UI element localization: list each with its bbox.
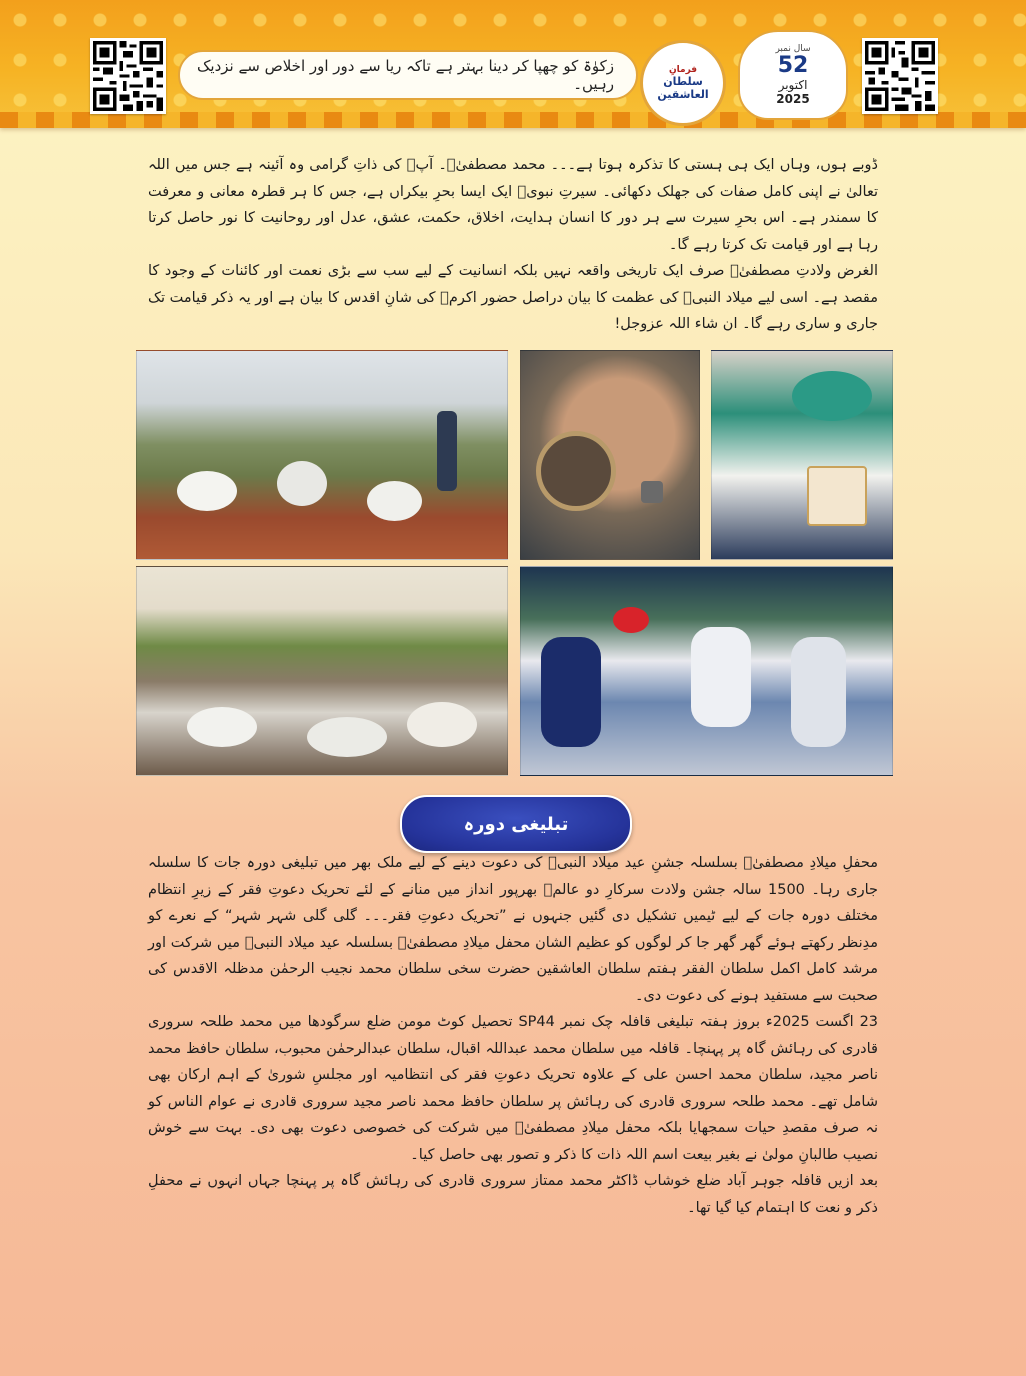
brand-top-text: فرمانِ bbox=[668, 65, 698, 75]
qr-code-left[interactable] bbox=[90, 38, 166, 114]
photo-book-stall bbox=[520, 566, 893, 776]
issue-number: 52 bbox=[777, 53, 809, 78]
report-paragraph-1: محفلِ میلادِ مصطفیٰؐ بسلسلہ جشنِ عید میلاد النبیؐ کی دعوت دینے کے لیے ملک بھر میں تبلیغی دورہ جات کا سلسلہ جاری رہا۔ 1500 سالہ جشن ولادت سرکارِ دو عالمؐ بھرپور انداز میں منانے کے لئے تحریک دعوتِ فقر کے زیرِ انتظام مختلف دورہ جات کے لیے ٹیمیں تشکیل دی گئیں جنہوں نے ”تحریک دعوتِ فقر۔۔۔ گلی گلی شہر شہر“ کے نعرے کو مدِنظر رکھتے ہوئے گھر گھر جا کر لوگوں کو عظیم الشان محفل میلادِ مصطفیٰؐ بسلسلہ عید میلاد النبیؐ میں شرکت اور مرشد کامل اکمل سلطان الفقر ہفتم سلطان العاشقین حضرت سخی سلطان محمد نجیب الرحمٰن مدظلہ الاقدس کی صحبت سے مستفید ہونے کی دعوت دی۔ bbox=[148, 855, 878, 1004]
intro-paragraph-1: ڈوبے ہوں، وہاں ایک ہی ہستی کا تذکرہ ہوتا ہے۔۔۔ محمد مصطفیٰؐ۔ آپؐ کی ذاتِ گرامی وہ آئینہ ہے جس میں اللہ تعالیٰ نے اپنی کامل صفات کی جھلک دکھائی۔ سیرتِ نبویؐ ایک ایسا بحرِ بیکراں ہے، جس کا ہر قطرہ معانی و معرفت کا سمندر ہے۔ اس بحرِ سیرت سے ہر دور کا انسان ہدایت، اخلاق، حکمت، عشق، عدل اور روحانیت کا نور حاصل کرتا رہا ہے اور قیامت تک کرتا رہے گا۔ bbox=[148, 157, 878, 253]
issue-month: اکتوبر bbox=[778, 78, 808, 92]
photo-crowd-gathering bbox=[136, 566, 508, 776]
report-paragraph-3: بعد ازیں قافلہ جوہر آباد ضلع خوشاب ڈاکٹر محمد ممتاز سروری قادری کی رہائش گاہ پر پہنچا جہاں انہوں نے محفلِ ذکر و نعت کا اہتمام کیا گیا تھا۔ bbox=[148, 1173, 878, 1216]
issue-year: 2025 bbox=[776, 92, 810, 106]
issue-label: سال نمبر bbox=[775, 44, 811, 54]
header-ornament-strip bbox=[0, 112, 1026, 128]
section-title: تبلیغی دورہ bbox=[463, 813, 569, 835]
header-band bbox=[0, 0, 1026, 128]
qr-code-right[interactable] bbox=[862, 38, 938, 114]
issue-date-badge bbox=[738, 30, 848, 120]
quote-text: زکوٰۃ کو چھپا کر دینا بہتر ہے تاکہ ریا سے دور اور اخلاص سے نزدیک رہیں۔ bbox=[196, 57, 614, 93]
section-heading bbox=[400, 795, 632, 853]
photo-gathering-tent bbox=[136, 350, 508, 560]
brand-name: سلطان العاشقین bbox=[657, 75, 709, 101]
quote-banner bbox=[178, 50, 638, 100]
intro-text-block bbox=[148, 152, 878, 338]
brand-badge bbox=[640, 40, 726, 126]
report-text-block bbox=[148, 850, 878, 1221]
photo-hands-watch bbox=[520, 350, 700, 560]
photo-sultan-portrait bbox=[711, 350, 893, 560]
intro-paragraph-2: الغرض ولادتِ مصطفیٰؐ صرف ایک تاریخی واقعہ نہیں بلکہ انسانیت کے لیے سب سے بڑی نعمت اور کائنات کے وجود کا مقصد ہے۔ اسی لیے میلاد النبیؐ کی عظمت کا بیان دراصل حضور اکرمؐ کی شانِ اقدس کا بیان ہے اور یہ ذکر قیامت تک جاری و ساری رہے گا۔ ان شاء اللہ عزوجل! bbox=[148, 263, 878, 332]
report-paragraph-2: 23 اگست 2025ء بروز ہفتہ تبلیغی قافلہ چک نمبر SP44 تحصیل کوٹ مومن ضلع سرگودھا میں محمد طلحہ سروری قادری کی رہائش گاہ پر پہنچا۔ قافلہ میں سلطان محمد عبداللہ اقبال، سلطان عبدالرحمٰن محبوب، سلطان حافظ محمد ناصر مجید، سلطان محمد احسن علی کے علاوہ تحریک دعوتِ فقر کی انتظامیہ اور مجلسِ شوریٰ کے اہم ارکان بھی شامل تھے۔ محمد طلحہ سروری قادری کی رہائش پر سلطان حافظ محمد ناصر مجید سروری قادری نے عوام الناس کو نہ صرف مقصدِ حیات سمجھایا بلکہ محفل میلادِ مصطفیٰؐ میں شرکت کی خصوصی دعوت بھی دی۔ بہت سے خوش نصیب طالبانِ مولیٰ نے بغیر بیعت اسم اللہ ذات کا ذکر و تصور بھی حاصل کیا۔ bbox=[148, 1014, 879, 1163]
